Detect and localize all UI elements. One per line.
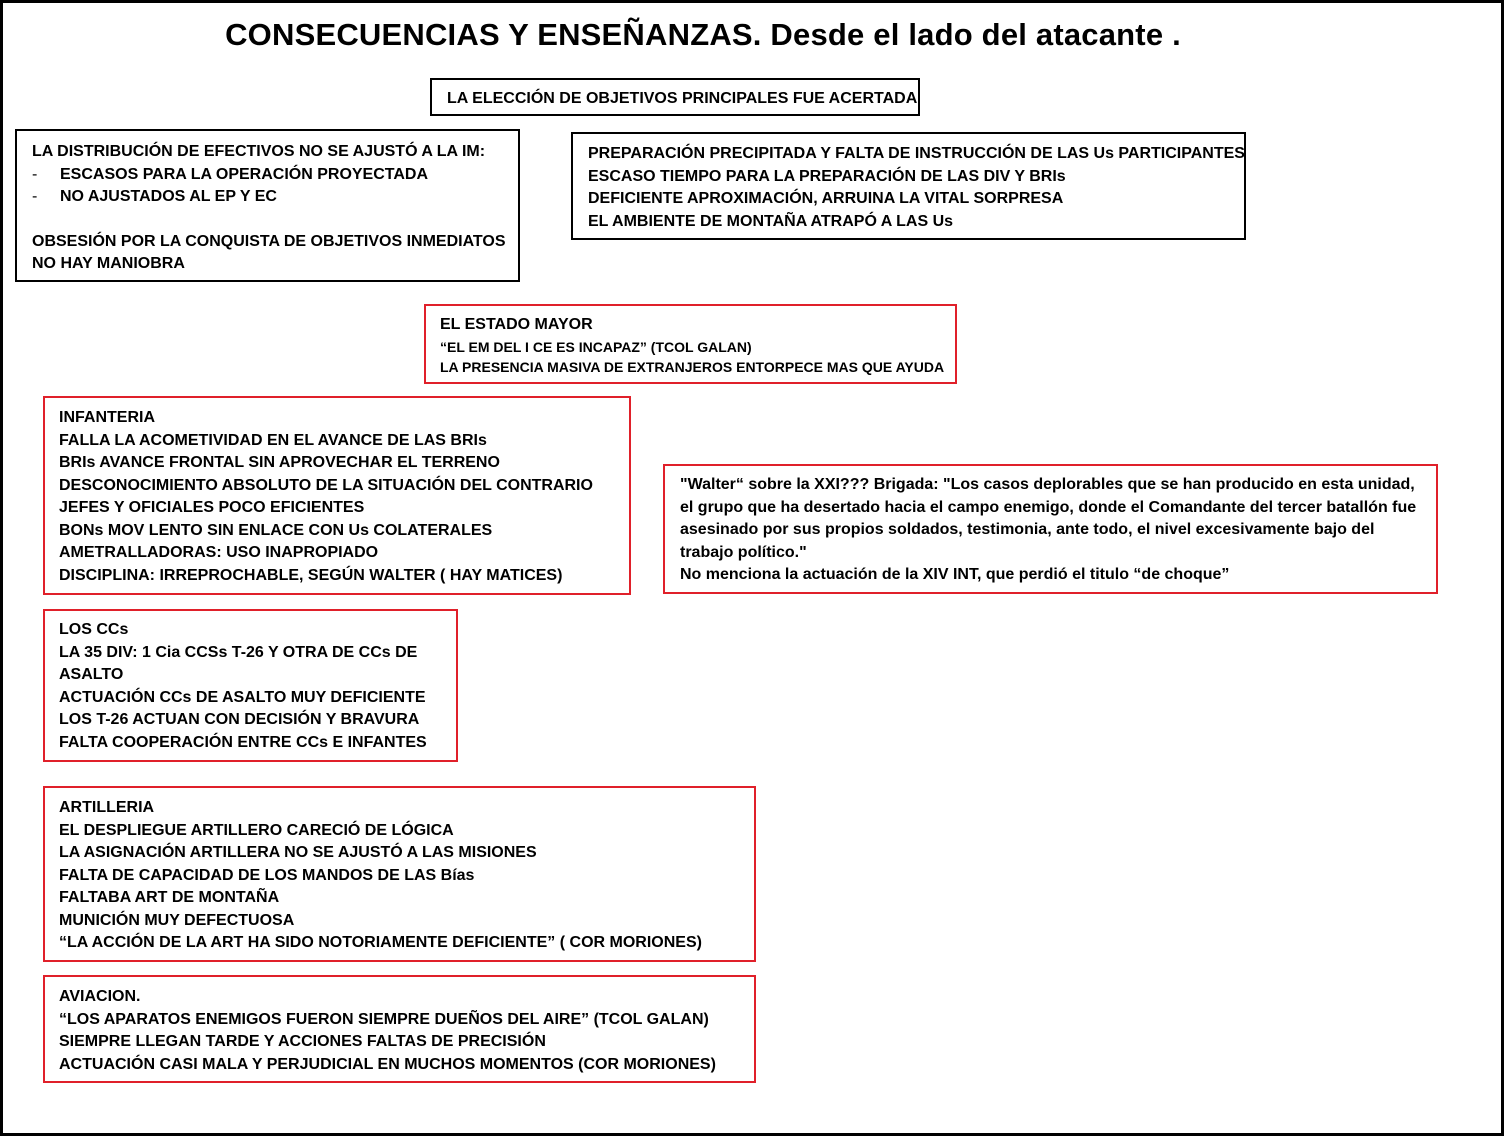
preparacion-line: ESCASO TIEMPO PARA LA PREPARACIÓN DE LAS DIV Y BRIs [588,167,1066,185]
aviacion-line: “LOS APARATOS ENEMIGOS FUERON SIEMPRE DUEÑOS DEL AIRE” (TCOL GALAN) [59,1010,709,1028]
walter-quote-box [663,464,1438,594]
infanteria-box [43,396,631,595]
preparacion-line: EL AMBIENTE DE MONTAÑA ATRAPÓ A LAS Us [588,212,954,230]
infanteria-line: JEFES Y OFICIALES POCO EFICIENTES [59,499,365,516]
preparacion-box [571,132,1246,240]
infanteria-line: BRIs AVANCE FRONTAL SIN APROVECHAR EL TERRENO [59,454,500,471]
artilleria-line: MUNICIÓN MUY DEFECTUOSA [59,911,295,929]
aviacion-line: SIEMPRE LLEGAN TARDE Y ACCIONES FALTAS DE PRECISIÓN [59,1033,546,1050]
artilleria-box [43,786,756,962]
aviacion-line: ACTUACIÓN CASI MALA Y PERJUDICIAL EN MUCHOS MOMENTOS (COR MORIONES) [59,1055,716,1073]
infanteria-line: BONs MOV LENTO SIN ENLACE CON Us COLATERALES [59,521,493,539]
ccs-line: LOS T-26 ACTUAN CON DECISIÓN Y BRAVURA [59,711,420,728]
infanteria-line: AMETRALLADORAS: USO INAPROPIADO [59,544,379,561]
infanteria-line: FALLA LA ACOMETIVIDAD EN EL AVANCE DE LAS BRIs [59,431,487,449]
aviacion-box [43,975,756,1083]
artilleria-line: EL DESPLIEGUE ARTILLERO CARECIÓ DE LÓGICA [59,821,454,839]
distribucion-box [15,129,520,282]
ccs-heading: LOS CCs [59,621,129,638]
estado-mayor-line: LA PRESENCIA MASIVA DE EXTRANJEROS ENTORPECE MAS QUE AYUDA [440,358,945,375]
bullet-mark: - [32,188,38,205]
distribucion-line: OBSESIÓN POR LA CONQUISTA DE OBJETIVOS INMEDIATOS [32,232,506,250]
preparacion-line: PREPARACIÓN PRECIPITADA Y FALTA DE INSTRUCCIÓN DE LAS Us PARTICIPANTES [588,145,1245,162]
artilleria-line: FALTABA ART DE MONTAÑA [59,889,280,906]
estado-mayor-heading: EL ESTADO MAYOR [440,316,593,333]
bullet-mark: - [32,165,38,183]
distribucion-bullet-text: ESCASOS PARA LA OPERACIÓN PROYECTADA [60,165,429,183]
infanteria-heading: INFANTERIA [59,409,155,426]
artilleria-line: LA ASIGNACIÓN ARTILLERA NO SE AJUSTÓ A LAS MISIONES [59,844,537,861]
artilleria-line: “LA ACCIÓN DE LA ART HA SIDO NOTORIAMENTE DEFICIENTE” ( COR MORIONES) [59,934,702,951]
estado-mayor-line: “EL EM DEL I CE ES INCAPAZ” (TCOL GALAN) [440,338,752,355]
ccs-line: LA 35 DIV: 1 Cia CCSs T-26 Y OTRA DE CCs DE [59,643,418,661]
distribucion-line: NO HAY MANIOBRA [32,255,185,272]
distribucion-bullet [32,164,503,187]
ccs-line: FALTA COOPERACIÓN ENTRE CCs E INFANTES [59,733,427,751]
spacer [32,209,503,231]
distribucion-heading: LA DISTRIBUCIÓN DE EFECTIVOS NO SE AJUSTÓ A LA IM: [32,143,486,160]
distribucion-bullet-text: NO AJUSTADOS AL EP Y EC [60,188,277,205]
estado-mayor-box [424,304,957,384]
artilleria-heading: ARTILLERIA [59,799,155,816]
walter-quote: "Walter“ sobre la XXI??? Brigada: "Los casos deplorables que se han producido en esta unidad, el grupo que ha desertado hacia el campo enemigo, donde el Comandante del tercer batallón fue asesinado por sus propios soldados, testimonia, ante todo, el nivel excesivamente bajo del trabajo político." [680,476,1417,561]
ccs-line: ASALTO [59,666,124,683]
objetivos-box [430,78,920,116]
ccs-line: ACTUACIÓN CCs DE ASALTO MUY DEFICIENTE [59,688,426,706]
slide-title: CONSECUENCIAS Y ENSEÑANZAS. Desde el lado del atacante . [225,17,1181,52]
ccs-box [43,609,458,762]
artilleria-line: FALTA DE CAPACIDAD DE LOS MANDOS DE LAS Bías [59,866,475,884]
objetivos-text: LA ELECCIÓN DE OBJETIVOS PRINCIPALES FUE ACERTADA [447,90,918,107]
distribucion-bullet [32,186,503,209]
aviacion-heading: AVIACION. [59,988,141,1005]
walter-note: No menciona la actuación de la XIV INT, que perdió el titulo “de choque” [680,566,1230,583]
infanteria-line: DESCONOCIMIENTO ABSOLUTO DE LA SITUACIÓN DEL CONTRARIO [59,476,593,494]
infanteria-line: DISCIPLINA: IRREPROCHABLE, SEGÚN WALTER ( HAY MATICES) [59,566,563,584]
preparacion-line: DEFICIENTE APROXIMACIÓN, ARRUINA LA VITAL SORPRESA [588,190,1064,207]
